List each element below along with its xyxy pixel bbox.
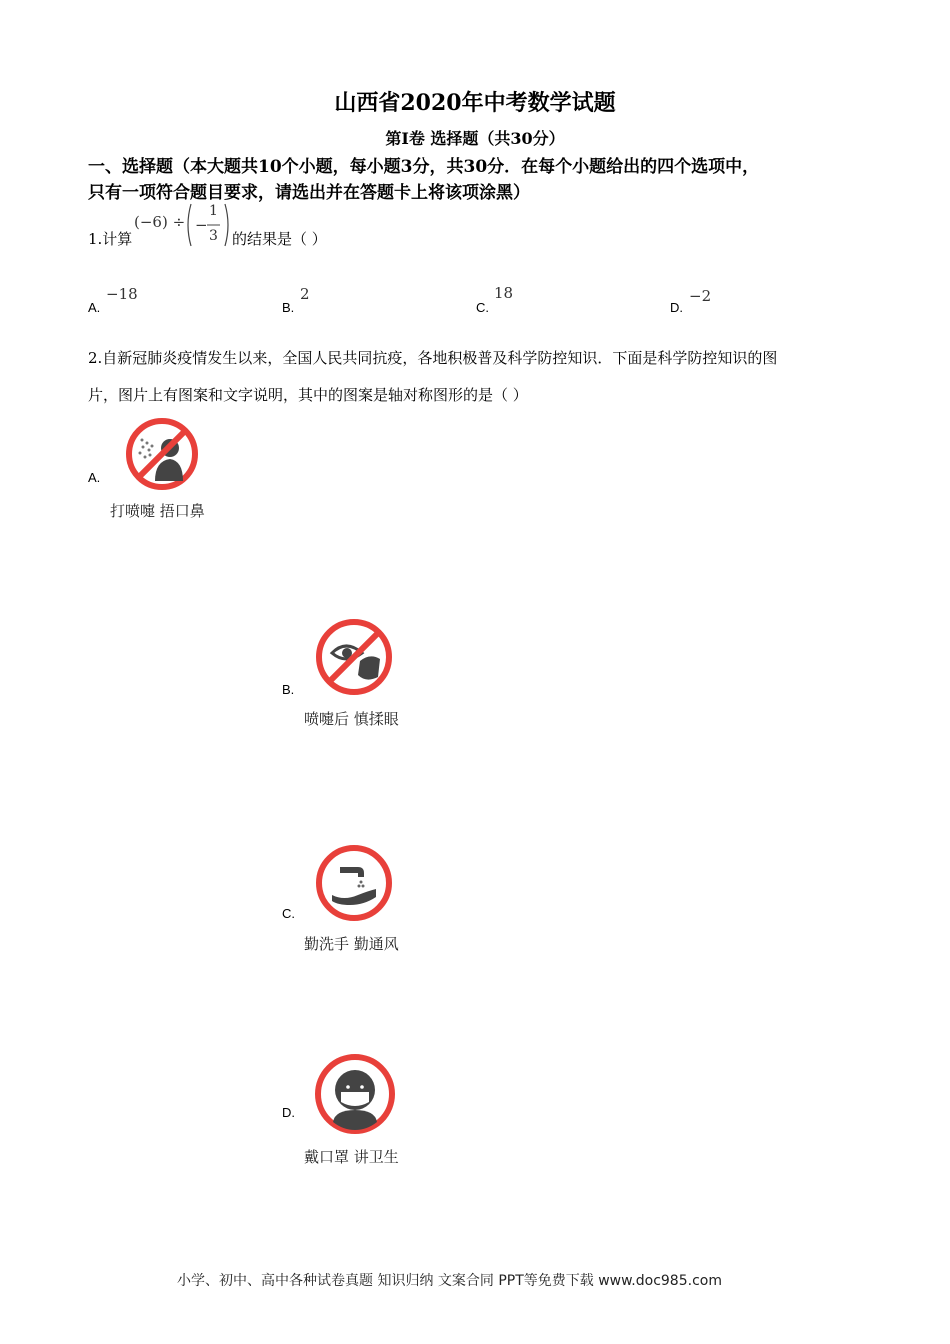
- q1-option-c-value: 18: [494, 284, 514, 302]
- q2-option-c-caption: 勤洗手 勤通风: [304, 935, 399, 953]
- q1-option-d-label[interactable]: D.: [670, 300, 683, 315]
- q2-option-c-label[interactable]: C.: [282, 906, 295, 921]
- q1-option-d-value: −2: [689, 287, 712, 305]
- q2-option-a-caption: 打喷嚏 捂口鼻: [110, 502, 205, 520]
- q1-expr-left: (−6) ÷: [134, 213, 186, 231]
- q1-frac-den: 3: [209, 228, 218, 244]
- section-instruction-line1: 一、选择题（本大题共10个小题，每小题3分，共30分．在每个小题给出的四个选项中，: [88, 157, 760, 177]
- q2-option-d-caption: 戴口罩 讲卫生: [304, 1148, 399, 1166]
- q1-prefix: 1.计算: [88, 230, 133, 248]
- q1-option-b-value: 2: [300, 285, 310, 303]
- mask-icon: [313, 1052, 397, 1140]
- page-title: 山西省2020年中考数学试题: [334, 90, 616, 116]
- q1-minus: −: [195, 216, 208, 234]
- q1-option-b-label[interactable]: B.: [282, 300, 295, 315]
- section-subtitle: 第I卷 选择题（共30分）: [385, 129, 565, 148]
- q2-option-d-label[interactable]: D.: [282, 1105, 295, 1120]
- page-footer: 小学、初中、高中各种试卷真题 知识归纳 文案合同 PPT等免费下载 www.doc985.com: [177, 1273, 722, 1289]
- sneeze-icon: [125, 417, 199, 495]
- q1-option-c-label[interactable]: C.: [476, 300, 489, 315]
- eye-rub-icon: [314, 617, 394, 701]
- q1-option-a-value: −18: [106, 285, 138, 303]
- q2-text-line1: 2.自新冠肺炎疫情发生以来，全国人民共同抗疫，各地积极普及科学防控知识．下面是科学防控知识的图: [88, 349, 778, 367]
- wash-hands-icon: [314, 843, 394, 927]
- section-instruction-line2: 只有一项符合题目要求，请选出并在答题卡上将该项涂黑）: [88, 183, 530, 203]
- q2-option-a-label[interactable]: A.: [88, 470, 101, 485]
- q1-fraction: [184, 200, 232, 254]
- q2-text-line2: 片，图片上有图案和文字说明，其中的图案是轴对称图形的是（ ）: [88, 386, 528, 404]
- q1-option-a-label[interactable]: A.: [88, 300, 101, 315]
- q1-frac-num: 1: [209, 203, 218, 219]
- q2-option-b-label[interactable]: B.: [282, 682, 295, 697]
- q1-suffix: 的结果是（ ）: [232, 230, 327, 248]
- q2-option-b-caption: 喷嚏后 慎揉眼: [304, 710, 399, 728]
